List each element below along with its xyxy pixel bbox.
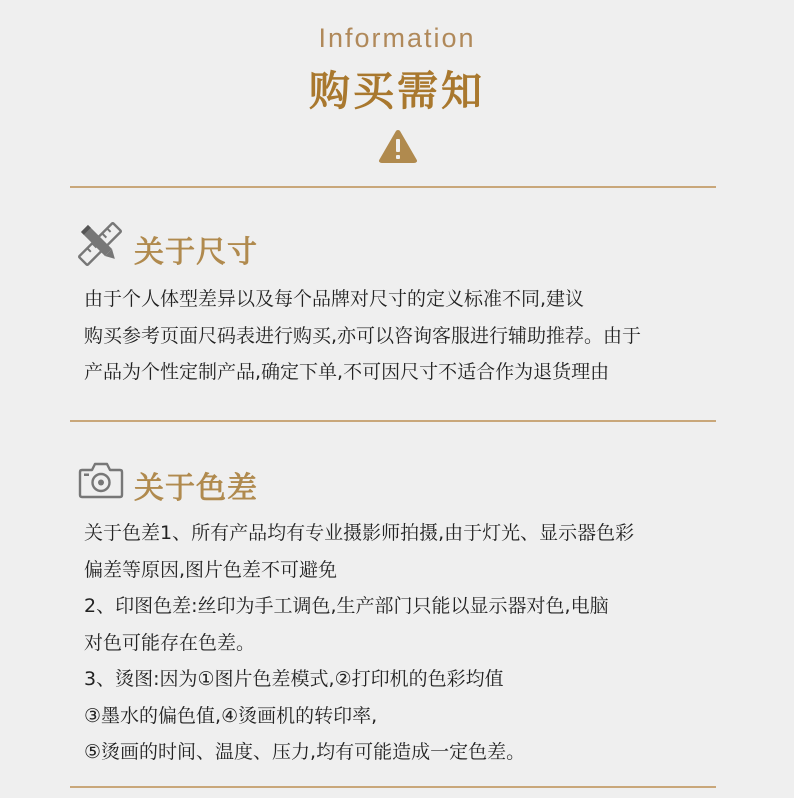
section-title-size: 关于尺寸	[134, 235, 258, 270]
divider-middle	[70, 420, 716, 422]
body-line: 关于色差1、所有产品均有专业摄影师拍摄,由于灯光、显示器色彩	[84, 522, 635, 544]
section-body-size	[84, 281, 774, 391]
header-title-zh: 购买需知	[309, 67, 485, 115]
warning-triangle-icon	[378, 128, 418, 164]
body-line: ③墨水的偏色值,④烫画机的转印率,	[84, 704, 378, 727]
divider-bottom	[70, 786, 716, 788]
camera-icon	[78, 460, 124, 500]
ruler-pencil-icon	[78, 222, 122, 266]
divider-top	[70, 186, 716, 188]
body-line: ⑤烫画的时间、温度、压力,均有可能造成一定色差。	[84, 741, 526, 763]
section-body-color	[84, 515, 774, 771]
body-line: 购买参考页面尺码表进行购买,亦可以咨询客服进行辅助推荐。由于	[84, 324, 642, 347]
body-line: 由于个人体型差异以及每个品牌对尺寸的定义标准不同,建议	[84, 288, 585, 310]
body-line: 2、印图色差:丝印为手工调色,生产部门只能以显示器对色,电脑	[84, 595, 609, 617]
body-line: 偏差等原因,图片色差不可避免	[84, 558, 338, 581]
header-title-en: Information	[318, 23, 476, 53]
body-line: 3、烫图:因为①图片色差模式,②打印机的色彩均值	[84, 668, 504, 690]
section-title-color: 关于色差	[134, 471, 258, 506]
body-line: 对色可能存在色差。	[84, 631, 256, 654]
body-line: 产品为个性定制产品,确定下单,不可因尺寸不适合作为退货理由	[84, 361, 610, 383]
